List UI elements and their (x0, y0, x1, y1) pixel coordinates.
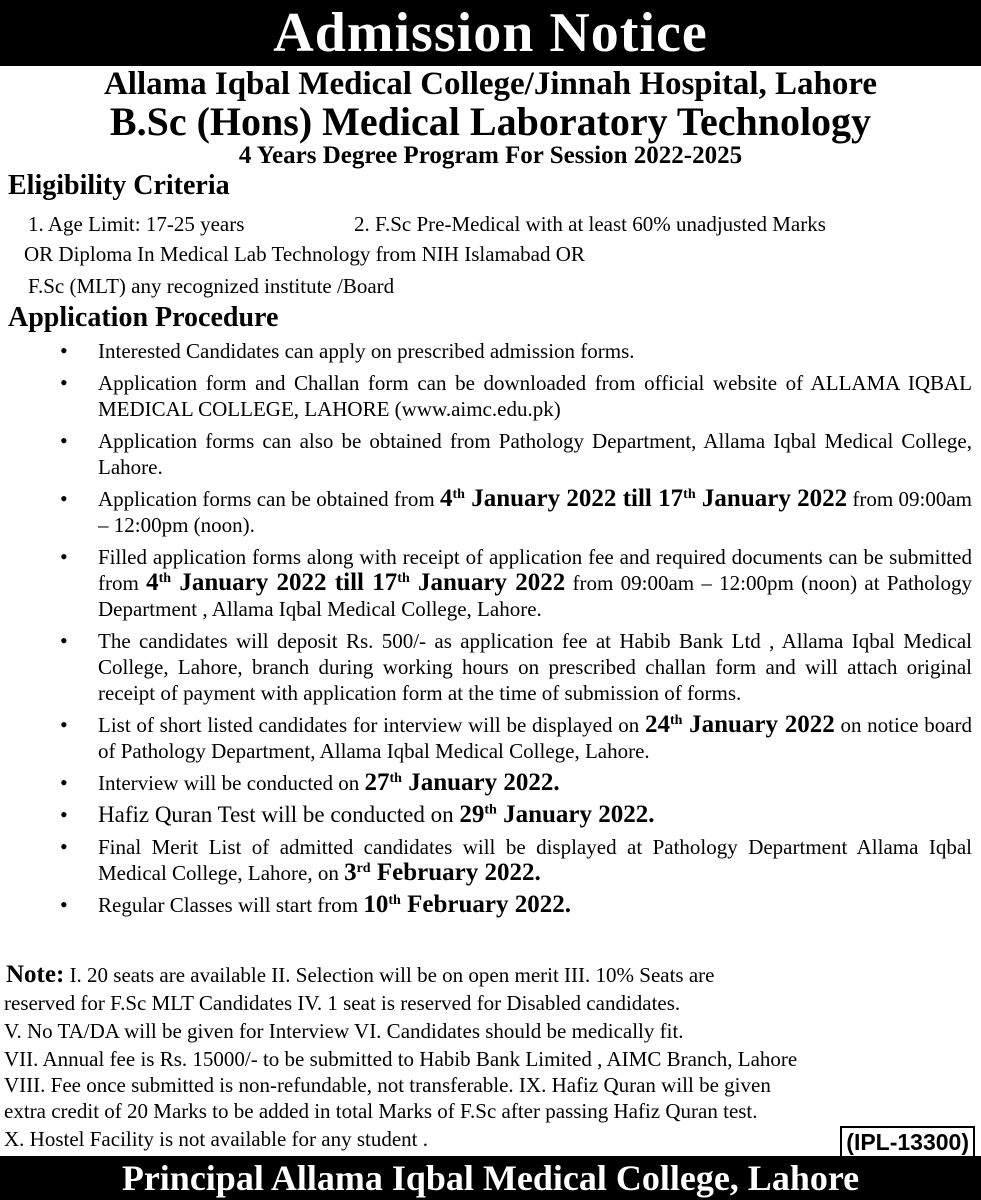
list-item (60, 802, 972, 828)
item-text: Interview will be conducted on (98, 771, 365, 795)
date-suffix: th (388, 893, 401, 908)
date-suffix: rd (356, 861, 371, 876)
date-day: 17 (658, 485, 684, 512)
date-day: 24 (644, 711, 670, 738)
date-month: January 2022 (409, 569, 566, 596)
date-suffix: th (484, 802, 497, 818)
date-suffix: th (389, 771, 402, 786)
date-day: 4 (439, 485, 453, 512)
list-item (60, 712, 972, 764)
eligibility-mlt: F.Sc (MLT) any recognized institute /Board (28, 274, 395, 298)
date-day: 29 (459, 801, 485, 828)
date-day: 3 (344, 859, 357, 886)
session-info: 4 Years Degree Program For Session 2022-2025 (238, 142, 743, 169)
note-line: VII. Annual fee is Rs. 15000/- to be submitted to Habib Bank Limited , AIMC Branch, Lahore (4, 1047, 798, 1071)
procedure-heading: Application Procedure (8, 302, 279, 333)
notice-title: Admission Notice (0, 0, 981, 66)
note-line: extra credit of 20 Marks to be added in total Marks of F.Sc after passing Hafiz Quran test. (4, 1099, 758, 1123)
date-month: February 2022. (370, 859, 541, 886)
date-month: January 2022 (682, 711, 835, 738)
note-line: X. Hostel Facility is not available for any student . (4, 1127, 428, 1151)
date-suffix: th (158, 571, 172, 586)
list-item: • Application form and Challan form can be downloaded from official website of ALLAMA IQBAL MEDICAL COLLEGE, LAHORE (www.aimc.edu.pk) (60, 370, 972, 422)
date-day: 10 (363, 891, 389, 918)
list-item (60, 834, 972, 886)
date-suffix: th (683, 487, 696, 502)
date-day: 4 (146, 569, 159, 596)
note-text: I. 20 seats are available II. Selection will be on open merit III. 10% Seats are (64, 963, 715, 987)
date-day: 27 (364, 769, 390, 796)
list-item: • Application forms can also be obtained from Pathology Department, Allama Iqbal Medical College, Lahore. (60, 428, 972, 480)
list-item (60, 486, 972, 538)
item-text: Application forms can be obtained from (98, 487, 440, 511)
reference-number: (IPL-13300) (840, 1126, 975, 1158)
footer-signature: Principal Allama Iqbal Medical College, Lahore (0, 1156, 981, 1200)
item-text: from 09:00am – 12:00pm (noon) at Pathology Department , Allama Iqbal Medical College, Lahore. (98, 571, 973, 621)
eligibility-diploma: OR Diploma In Medical Lab Technology from NIH Islamabad OR (24, 242, 585, 266)
date-month: January 2022 till (171, 569, 373, 596)
item-text: Regular Classes will start from (98, 893, 364, 917)
eligibility-age: 1. Age Limit: 17-25 years (28, 212, 245, 236)
date-month: January 2022 (695, 485, 848, 512)
eligibility-heading: Eligibility Criteria (8, 170, 230, 201)
date-month: January 2022. (496, 801, 655, 828)
item-text: Hafiz Quran Test will be conducted on (98, 802, 460, 827)
note-line: reserved for F.Sc MLT Candidates IV. 1 seat is reserved for Disabled candidates. (4, 991, 681, 1015)
date-month: February 2022. (400, 891, 571, 918)
date-suffix: th (452, 487, 465, 502)
item-text: Filled application forms along with receipt of application fee and required documents can be submitted from (98, 545, 972, 595)
program-name: B.Sc (Hons) Medical Laboratory Technology (109, 99, 872, 144)
college-name: Allama Iqbal Medical College/Jinnah Hospital, Lahore (103, 66, 878, 102)
date-suffix: th (397, 571, 410, 586)
item-text: from 09:00am – 12:00pm (noon). (98, 487, 973, 537)
date-suffix: th (669, 713, 683, 728)
procedure-list (60, 338, 972, 924)
date-month: January 2022 till (464, 485, 659, 512)
note-line: VIII. Fee once submitted is non-refundable, not transferable. IX. Hafiz Quran will be given (4, 1073, 771, 1097)
item-text: on notice board of Pathology Department, Allama Iqbal Medical College, Lahore. (98, 713, 973, 763)
list-item: • The candidates will deposit Rs. 500/- as application fee at Habib Bank Ltd , Allama Iqbal Medical College, Lahore, branch during working hours on prescribed challan form and will attach original receipt of payment with application form at the time of submission of forms. (60, 628, 972, 706)
item-text: Final Merit List of admitted candidates will be displayed at Pathology Department Allama Iqbal Medical College, Lahore, on (98, 835, 972, 885)
list-item (60, 892, 972, 918)
note-line: V. No TA/DA will be given for Interview VI. Candidates should be medically fit. (4, 1019, 684, 1043)
date-month: January 2022. (401, 769, 560, 796)
item-text: List of short listed candidates for interview will be displayed on (98, 713, 645, 737)
note-label: Note: (6, 961, 65, 988)
date-day: 17 (372, 569, 398, 596)
note-line (6, 962, 715, 988)
list-item: • Interested Candidates can apply on prescribed admission forms. (60, 338, 972, 364)
list-item (60, 770, 972, 796)
eligibility-fsc: 2. F.Sc Pre-Medical with at least 60% unadjusted Marks (354, 212, 826, 236)
list-item (60, 544, 972, 622)
